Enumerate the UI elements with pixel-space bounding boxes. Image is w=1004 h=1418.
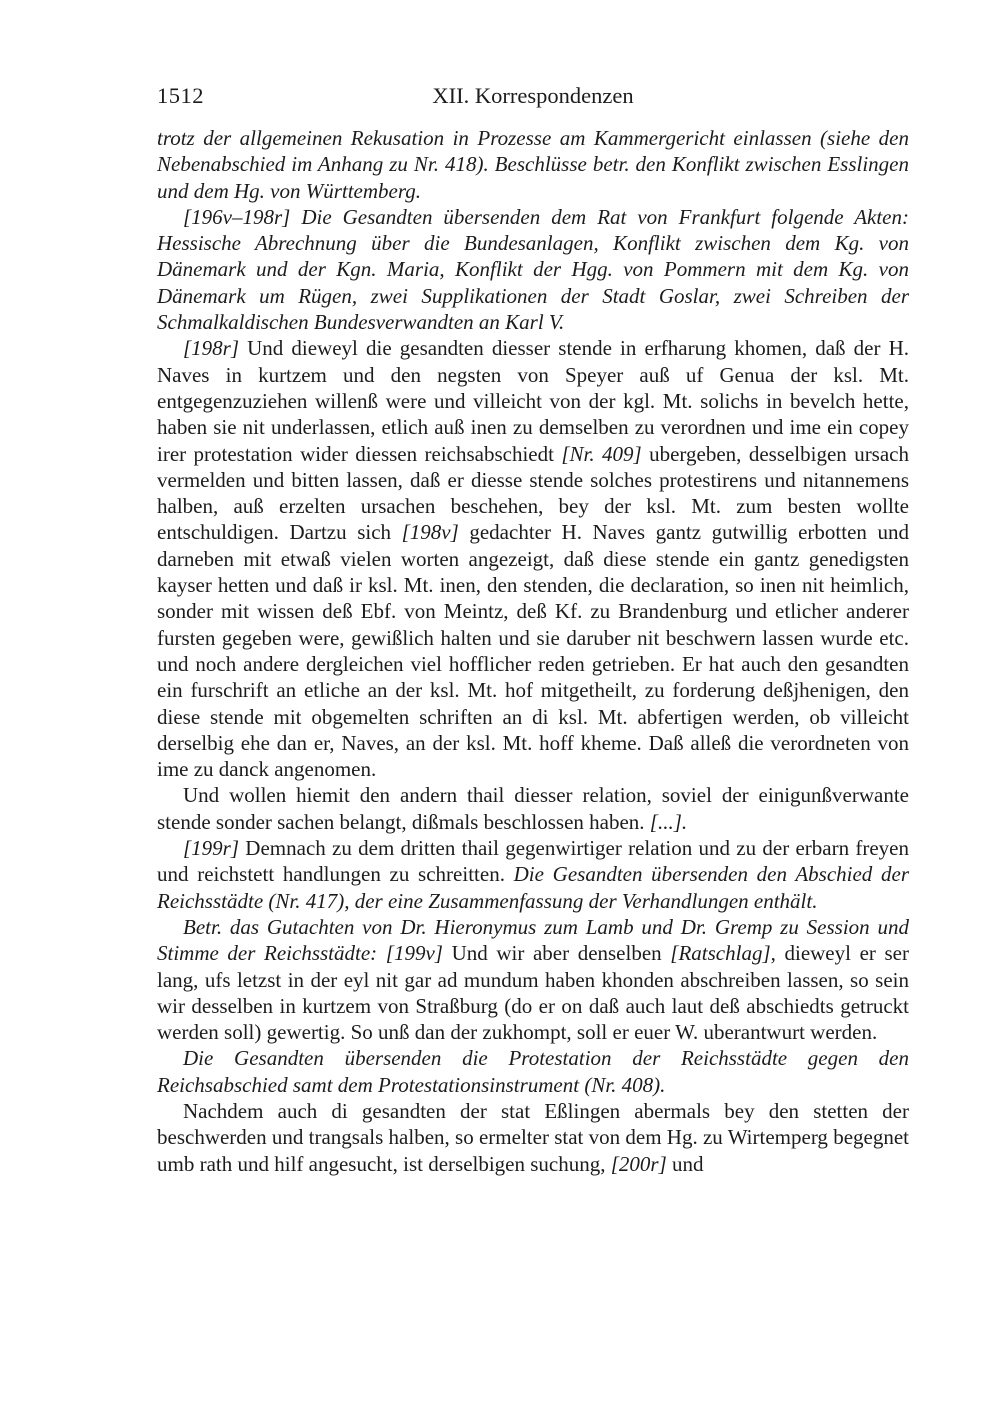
italic-text-run: [199r] (183, 836, 246, 861)
paragraph (157, 1098, 909, 1177)
italic-text-run: [198v] (401, 520, 459, 545)
italic-text-run: [196v–198r] Die Gesandten übersenden dem Rat von Frankfurt folgende Akten: Hessische Abrechnung über die Bundesanlagen, Konflikt zwischen dem Kg. von Dänemark und der Kgn. Maria, Konflikt der Hgg. von Pommern mit dem Kg. von Dänemark um Rügen, zwei Supplikationen der Stadt Goslar, zwei Schreiben der Schmalkaldischen Bundesverwandten an Karl V. (157, 204, 909, 335)
italic-text-run: Die Gesandten übersenden die Protestation der Reichsstädte gegen den Reichsabschied samt dem Protestationsinstrument (Nr. 408). (157, 1046, 909, 1097)
text-run: Demnach zu dem dritten thail gegenwirtiger relation und zu der erbarn freyen und reichstett handlungen zu schreitten. (157, 836, 909, 887)
text-run: Nachdem auch di gesandten der stat Eßlingen abermals bey den stetten der beschwerden und trangsals halben, so ermelter stat von dem Hg. zu Wirtemperg begegnet umb rath und hilf angesucht, ist derselbigen suchung, (157, 1098, 909, 1176)
italic-text-run: [200r] (610, 1151, 667, 1176)
italic-text-run: [Nr. 409] (561, 441, 642, 466)
page-header (157, 82, 909, 109)
text-block (157, 82, 909, 1177)
italic-text-run: [198r] (183, 336, 248, 361)
text-run: und (666, 1151, 704, 1176)
italic-text-run: trotz der allgemeinen Rekusation in Prozesse am Kammergericht einlassen (siehe den Nebenabschied im Anhang zu Nr. 418). Beschlüsse betr. den Konflikt zwischen Esslingen und dem Hg. von Württemberg. (157, 126, 909, 203)
paragraph (157, 125, 909, 204)
text-run: , dieweyl er ser lang, ufs letzst in der eyl nit gar ad mundum haben khonden abschreiben lassen, so sein wir desselben in kurtzem von Straßburg (do er on daß auch laut deß abschiedts getruckt werden soll) gewertig. So unß dan der zukhompt, soll er euer W. uberantwurt werden. (157, 941, 909, 1045)
text-run: Und wollen hiemit den andern thail diesser relation, soviel der einigunßverwante stende sonder sachen belangt, dißmals beschlossen haben. (157, 783, 909, 834)
paragraph (157, 782, 909, 835)
italic-text-run: Betr. das Gutachten von Dr. Hieronymus zum Lamb und Dr. Gremp zu Session und Stimme der Reichsstädte: [199v] (157, 914, 909, 966)
paragraph (157, 335, 909, 782)
paragraph (157, 914, 909, 1045)
italic-text-run: [Ratschlag] (670, 941, 771, 966)
paragraph (157, 1045, 909, 1098)
italic-text-run: Die Gesandten übersenden den Abschied der Reichsstädte (Nr. 417), der eine Zusammenfassung der Verhandlungen enthält. (157, 862, 909, 913)
italic-text-run: [...]. (649, 809, 688, 834)
text-run: ubergeben, desselbigen ursach vermelden und bitten lassen, daß er diesse stende solches protestirens und nitannemens halben, auß erzelten ursachen beschehen, bey der ksl. Mt. zum besten wollte entschuldigen. Dartzu sich (157, 441, 910, 545)
text-run: gedachter H. Naves gantz gutwillig erbotten und darneben mit etwaß vielen worten angezeigt, daß diese stende ein gantz genedigsten kayser hetten und daß ir ksl. Mt. inen, den stenden, die declaration, so inen nit heimlich, sonder mit wissen deß Ebf. von Meintz, deß Kf. zu Brandenburg und etlicher anderer fursten gegeben were, gewißlich halten und sie daruber nit beschwern lassen wurde etc. und noch andere dergleichen viel hofflicher reden getrieben. Er hat auch den gesandten ein furschrift an etliche an der ksl. Mt. hof mitgetheilt, zu forderung deßjhenigen, den diese stende mit obgemelten schriften an di ksl. Mt. abfertigen werden, ob villeicht derselbig ehe dan er, Naves, an der ksl. Mt. hoff kheme. Daß alleß die verordneten von ime zu danck angenomen. (157, 520, 909, 782)
paragraph (157, 835, 909, 914)
text-body (157, 125, 909, 1177)
text-run: Und wir aber denselben (451, 941, 671, 966)
page-number: 1512 (157, 83, 204, 108)
paragraph (157, 204, 909, 335)
running-title: XII. Korrespondenzen (432, 83, 634, 108)
text-run: Und dieweyl die gesandten diesser stende in erfharung khomen, daß der H. Naves in kurtzem und den negsten von Speyer auß uf Genua der ksl. Mt. entgegenzuziehen willenß were und villeicht von der kgl. Mt. solichs in bevelch hette, haben sie nit underlassen, etlich auß inen zu demselben zu verordnen und ime ein copey irer protestation wider diessen reichsabschiedt (157, 336, 909, 466)
